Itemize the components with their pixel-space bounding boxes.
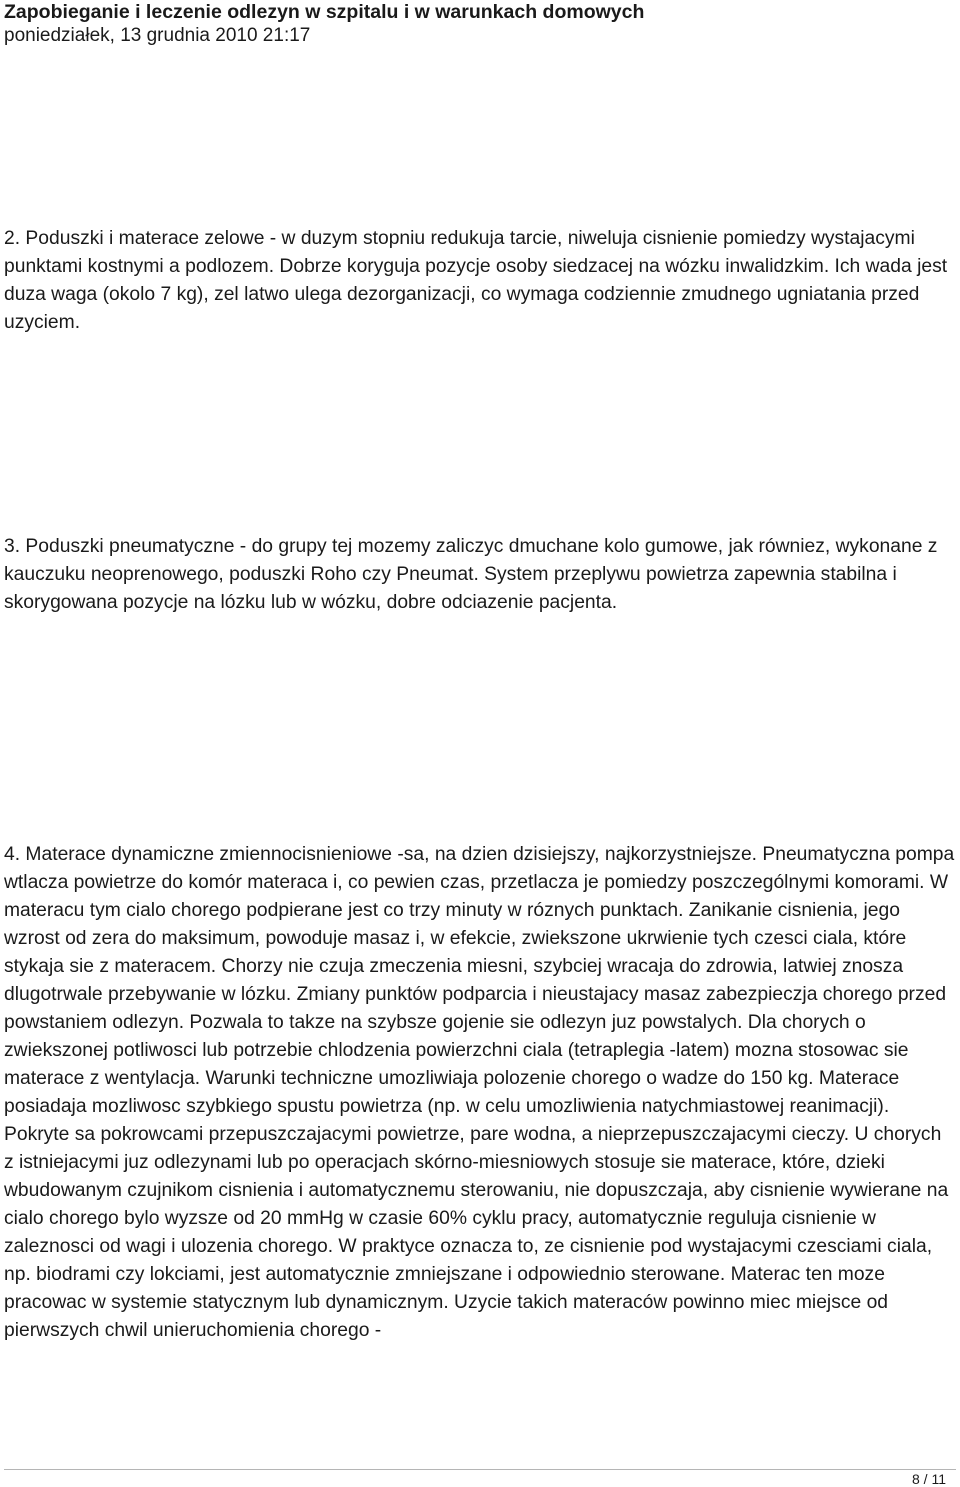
document-header	[4, 0, 954, 48]
paragraph-gel-cushions: 2. Poduszki i materace zelowe - w duzym stopniu redukuja tarcie, niweluja cisnienie pomiedzy wystajacymi punktami kostnymi a podlozem. Dobrze koryguja pozycje osoby siedzacej na wózku inwalidzkim. Ich wada jest duza waga (okolo 7 kg), zel latwo ulega dezorganizacji, co wymaga codziennie zmudnego ugniatania przed uzyciem.	[4, 228, 948, 333]
footer-divider	[4, 1469, 956, 1470]
document-title: Zapobieganie i leczenie odlezyn w szpitalu i w warunkach domowych	[4, 1, 645, 23]
paragraph-dynamic-mattresses: 4. Materace dynamiczne zmiennocisnieniowe -sa, na dzien dzisiejszy, najkorzystniejsze. Pneumatyczna pompa wtlacza powietrze do komór materaca i, co pewien czas, przetlacza je pomiedzy poszczególnymi komorami. W materacu tym cialo chorego podpierane jest co trzy minuty w róznych punktach. Zanikanie cisnienia, jego wzrost od zera do maksimum, powoduje masaz i, w efekcie, zwiekszone ukrwienie tych czesci ciala, które stykaja sie z materacem. Chorzy nie czuja zmeczenia miesni, szybciej wracaja do zdrowia, latwiej znosza dlugotrwale przebywanie w lózku. Zmiany punktów podparcia i nieustajacy masaz zabezpieczja chorego przed powstaniem odlezyn. Pozwala to takze na szybsze gojenie sie odlezyn juz powstalych. Dla chorych o zwiekszonej potliwosci lub potrzebie chlodzenia powierzchni ciala (tetraplegia -latem) mozna stosowac sie materace z wentylacja. Warunki techniczne umozliwiaja polozenie chorego o wadze do 150 kg. Materace posiadaja mozliwosc szybkiego spustu powietrza (np. w celu umozliwienia natychmiastowej reanimacji). Pokryte sa pokrowcami przepuszczajacymi powietrze, pare wodna, a nieprzepuszczajacymi cieczy. U chorych z istniejacymi juz odlezynami lub po operacjach skórno-miesniowych stosuje sie materace, które, dzieki wbudowanym czujnikom cisnienia i automatycznemu sterowaniu, nie dopuszczaja, aby cisnienie wywierane na cialo chorego bylo wyzsze od 20 mmHg w czasie 60% cyklu pracy, automatycznie reguluja cisnienie w zaleznosci od wagi i ulozenia chorego. W praktyce oznacza to, ze cisnienie pod wystajacymi czesciami ciala, np. biodrami czy lokciami, jest automatycznie zmniejszane i odpowiednio sterowane. Materac ten moze pracowac w systemie statycznym lub dynamicznym. Uzycie takich materaców powinno miec miejsce od pierwszych chwil unieruchomienia chorego -	[4, 844, 955, 1341]
paragraph-pneumatic-cushions: 3. Poduszki pneumatyczne - do grupy tej mozemy zaliczyc dmuchane kolo gumowe, jak równiez, wykonane z kauczuku neoprenowego, poduszki Roho czy Pneumat. System przeplywu powietrza zapewnia stabilna i skorygowana pozycje na lózku lub w wózku, dobre odciazenie pacjenta.	[4, 536, 938, 613]
page-number: 8 / 11	[912, 1471, 946, 1487]
publish-date: poniedziałek, 13 grudnia 2010 21:17	[4, 25, 311, 46]
